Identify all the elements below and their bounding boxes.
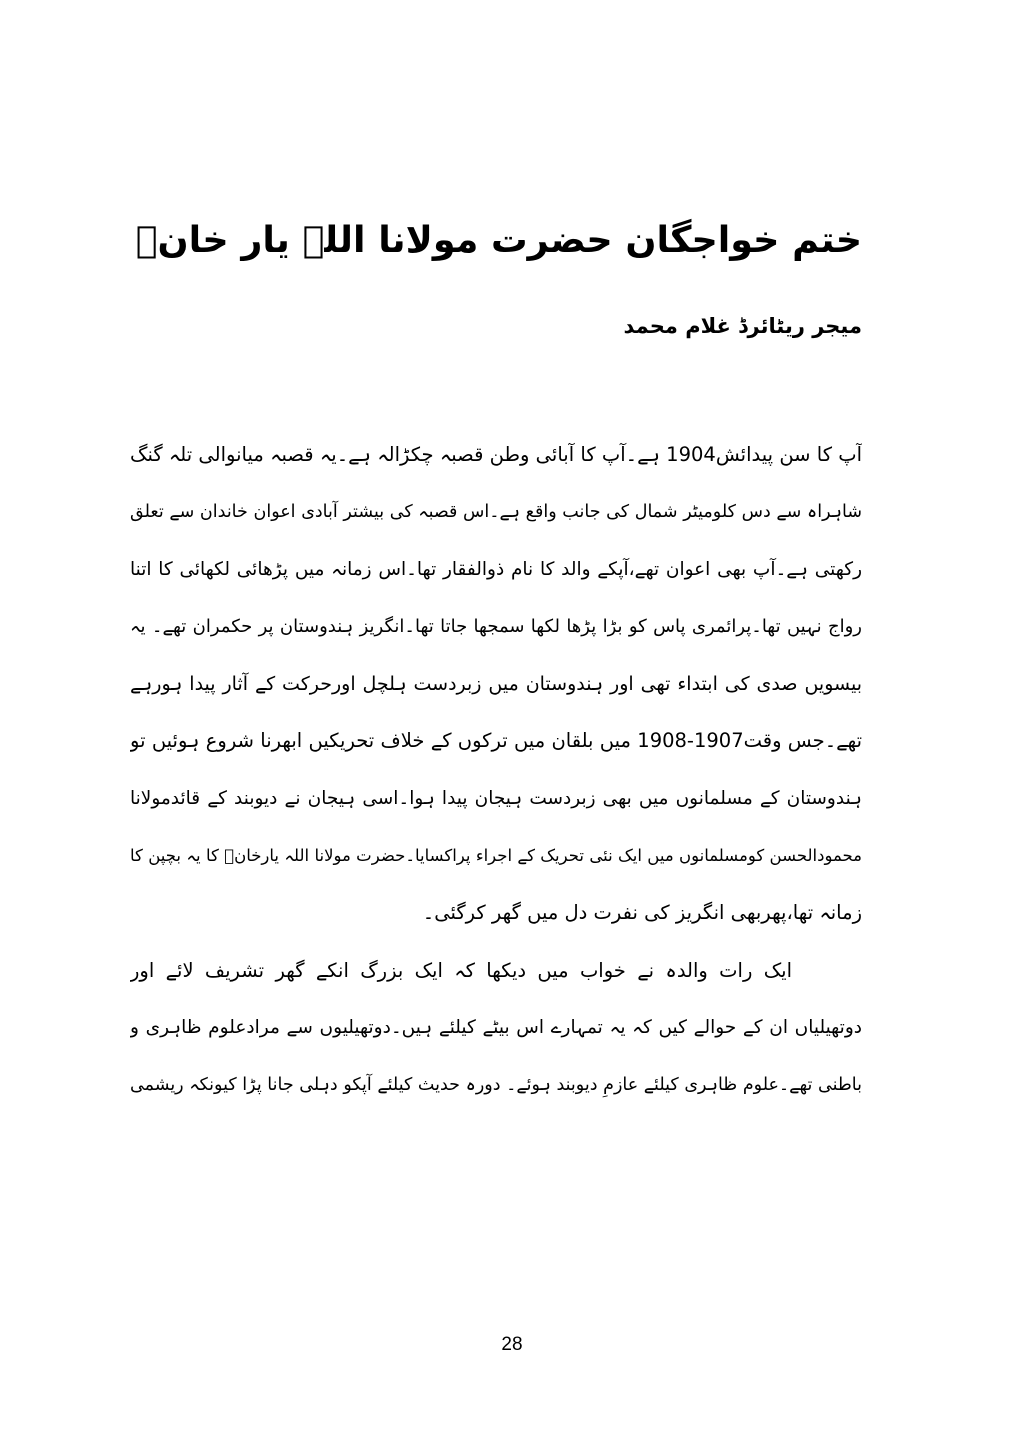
text-line: ایک رات والدہ نے خواب میں دیکھا کہ ایک بزرگ انکے گھر تشریف لائے اور	[130, 958, 792, 982]
text-line: زمانہ تھا،پھربھی انگریز کی نفرت دل میں گھر کرگئی۔	[422, 901, 862, 925]
text-line: رواج نہیں تھا۔پرائمری پاس کو بڑا پڑھا لکھا سمجھا جاتا تھا۔انگریز ہندوستان پر حکمران تھے۔ یہ	[130, 615, 862, 637]
text-line: آپ کا سن پیدائش1904 ہے۔آپ کا آبائی وطن قصبہ چکڑالہ ہے۔یہ قصبہ میانوالی تلہ گنگ	[130, 443, 862, 466]
text-line: ہندوستان کے مسلمانوں میں بھی زبردست ہیجان پیدا ہوا۔اسی ہیجان نے دیوبند کے قائدمولانا	[130, 787, 862, 809]
page-number: 28	[501, 1334, 523, 1355]
body-text	[130, 430, 862, 1118]
text-line: رکھتی ہے۔آپ بھی اعوان تھے،آپکے والد کا نام ذوالفقار تھا۔اس زمانہ میں پڑھائی لکھائی کا اتنا	[130, 558, 862, 580]
document-title: ختم خواجگان حضرت مولانا اللہ یار خانؒ	[135, 218, 862, 261]
author-name: میجر ریٹائرڈ غلام محمد	[623, 314, 862, 338]
text-line: بیسویں صدی کی ابتداء تھی اور ہندوستان میں زبردست ہلچل اورحرکت کے آثار پیدا ہورہے	[130, 673, 862, 696]
text-line: محمودالحسن کومسلمانوں میں ایک نئی تحریک کے اجراء پراکسایا۔حضرت مولانا اللہ یارخانؒ کا یہ بچپن کا	[130, 846, 862, 866]
paragraph	[130, 430, 862, 946]
text-line: تھے۔جس وقت1907-1908 میں بلقان میں ترکوں کے خلاف تحریکیں ابھرنا شروع ہوئیں تو	[130, 729, 862, 753]
text-line: شاہراہ سے دس کلومیٹر شمال کی جانب واقع ہے۔اس قصبہ کی بیشتر آبادی اعوان خاندان سے تعلق	[130, 502, 862, 523]
paragraph	[130, 946, 862, 1118]
text-line: باطنی تھے۔علوم ظاہری کیلئے عازمِ دیوبند ہوئے۔ دورہ حدیث کیلئے آپکو دہلی جانا پڑا کیونکہ ریشمی	[130, 1075, 862, 1096]
text-line: دوتھیلیاں ان کے حوالے کیں کہ یہ تمہارے اس بیٹے کیلئے ہیں۔دوتھیلیوں سے مرادعلوم ظاہری و	[130, 1016, 862, 1038]
